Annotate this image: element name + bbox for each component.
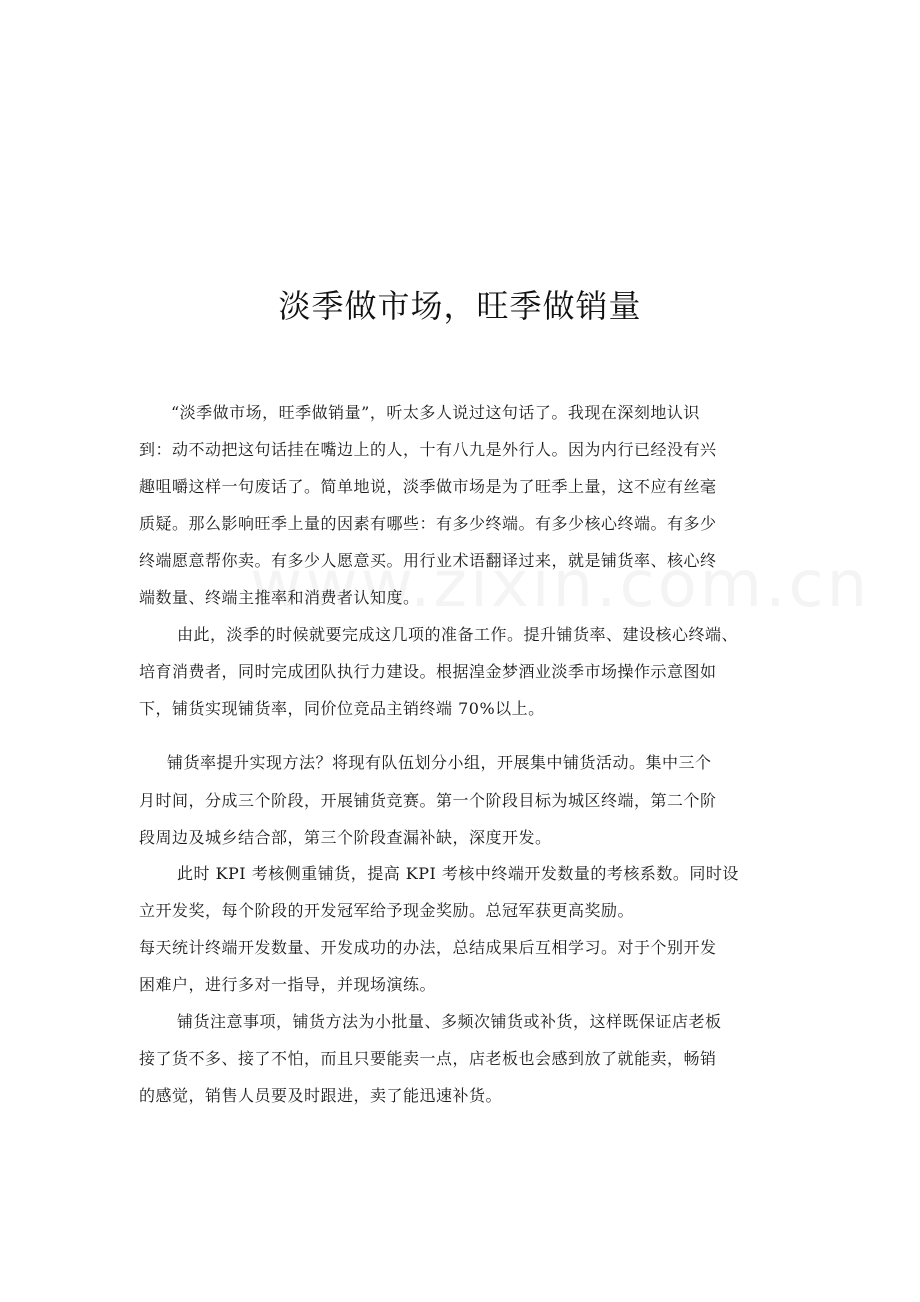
text-line: 此时 KPI 考核侧重铺货，提高 KPI 考核中终端开发数量的考核系数。同时设	[177, 864, 739, 883]
text-line: 端数量、终端主推率和消费者认知度。	[139, 588, 420, 607]
text-line: 接了货不多、接了不怕，而且只要能卖一点，店老板也会感到放了就能卖，畅销	[139, 1049, 717, 1068]
text-line: 由此，淡季的时候就要完成这几项的准备工作。提升铺货率、建设核心终端、	[177, 625, 739, 644]
text-line: 培育消费者，同时完成团队执行力建设。根据湟金梦酒业淡季市场操作示意图如	[139, 662, 717, 681]
text-line: 困难户，进行多对一指导，并现场演练。	[139, 975, 437, 994]
text-line: 质疑。那么影响旺季上量的因素有哪些：有多少终端。有多少核心终端。有多少	[139, 514, 717, 533]
text-line: 立开发奖，每个阶段的开发冠军给予现金奖励。总冠军获更高奖励。	[139, 901, 635, 920]
text-line: 铺货率提升实现方法？将现有队伍划分小组，开展集中铺货活动。集中三个	[167, 753, 712, 772]
text-line: 月时间，分成三个阶段，开展铺货竞赛。第一个阶段目标为城区终端，第二个阶	[139, 791, 717, 810]
text-line: 终端愿意帮你卖。有多少人愿意买。用行业术语翻译过来，就是铺货率、核心终	[139, 551, 717, 570]
text-line: 趣咀嚼这样一句废话了。简单地说，淡季做市场是为了旺季上量，这不应有丝毫	[139, 477, 717, 496]
text-line: 的感觉，销售人员要及时跟进，卖了能迅速补货。	[139, 1086, 503, 1105]
text-line: 段周边及城乡结合部，第三个阶段查漏补缺，深度开发。	[139, 828, 552, 847]
text-line: 下，铺货实现铺货率，同价位竞品主销终端 70%以上。	[139, 699, 545, 718]
text-line: 铺货注意事项，铺货方法为小批量、多频次铺货或补货，这样既保证店老板	[177, 1012, 722, 1031]
text-line: 每天统计终端开发数量、开发成功的办法，总结成果后互相学习。对于个别开发	[139, 938, 717, 957]
document-title: 淡季做市场，旺季做销量	[278, 287, 642, 325]
text-line: “淡季做市场，旺季做销量”，听太多人说过这句话了。我现在深刻地认识	[171, 403, 700, 422]
text-line: 到：动不动把这句话挂在嘴边上的人，十有八九是外行人。因为内行已经没有兴	[139, 440, 717, 459]
